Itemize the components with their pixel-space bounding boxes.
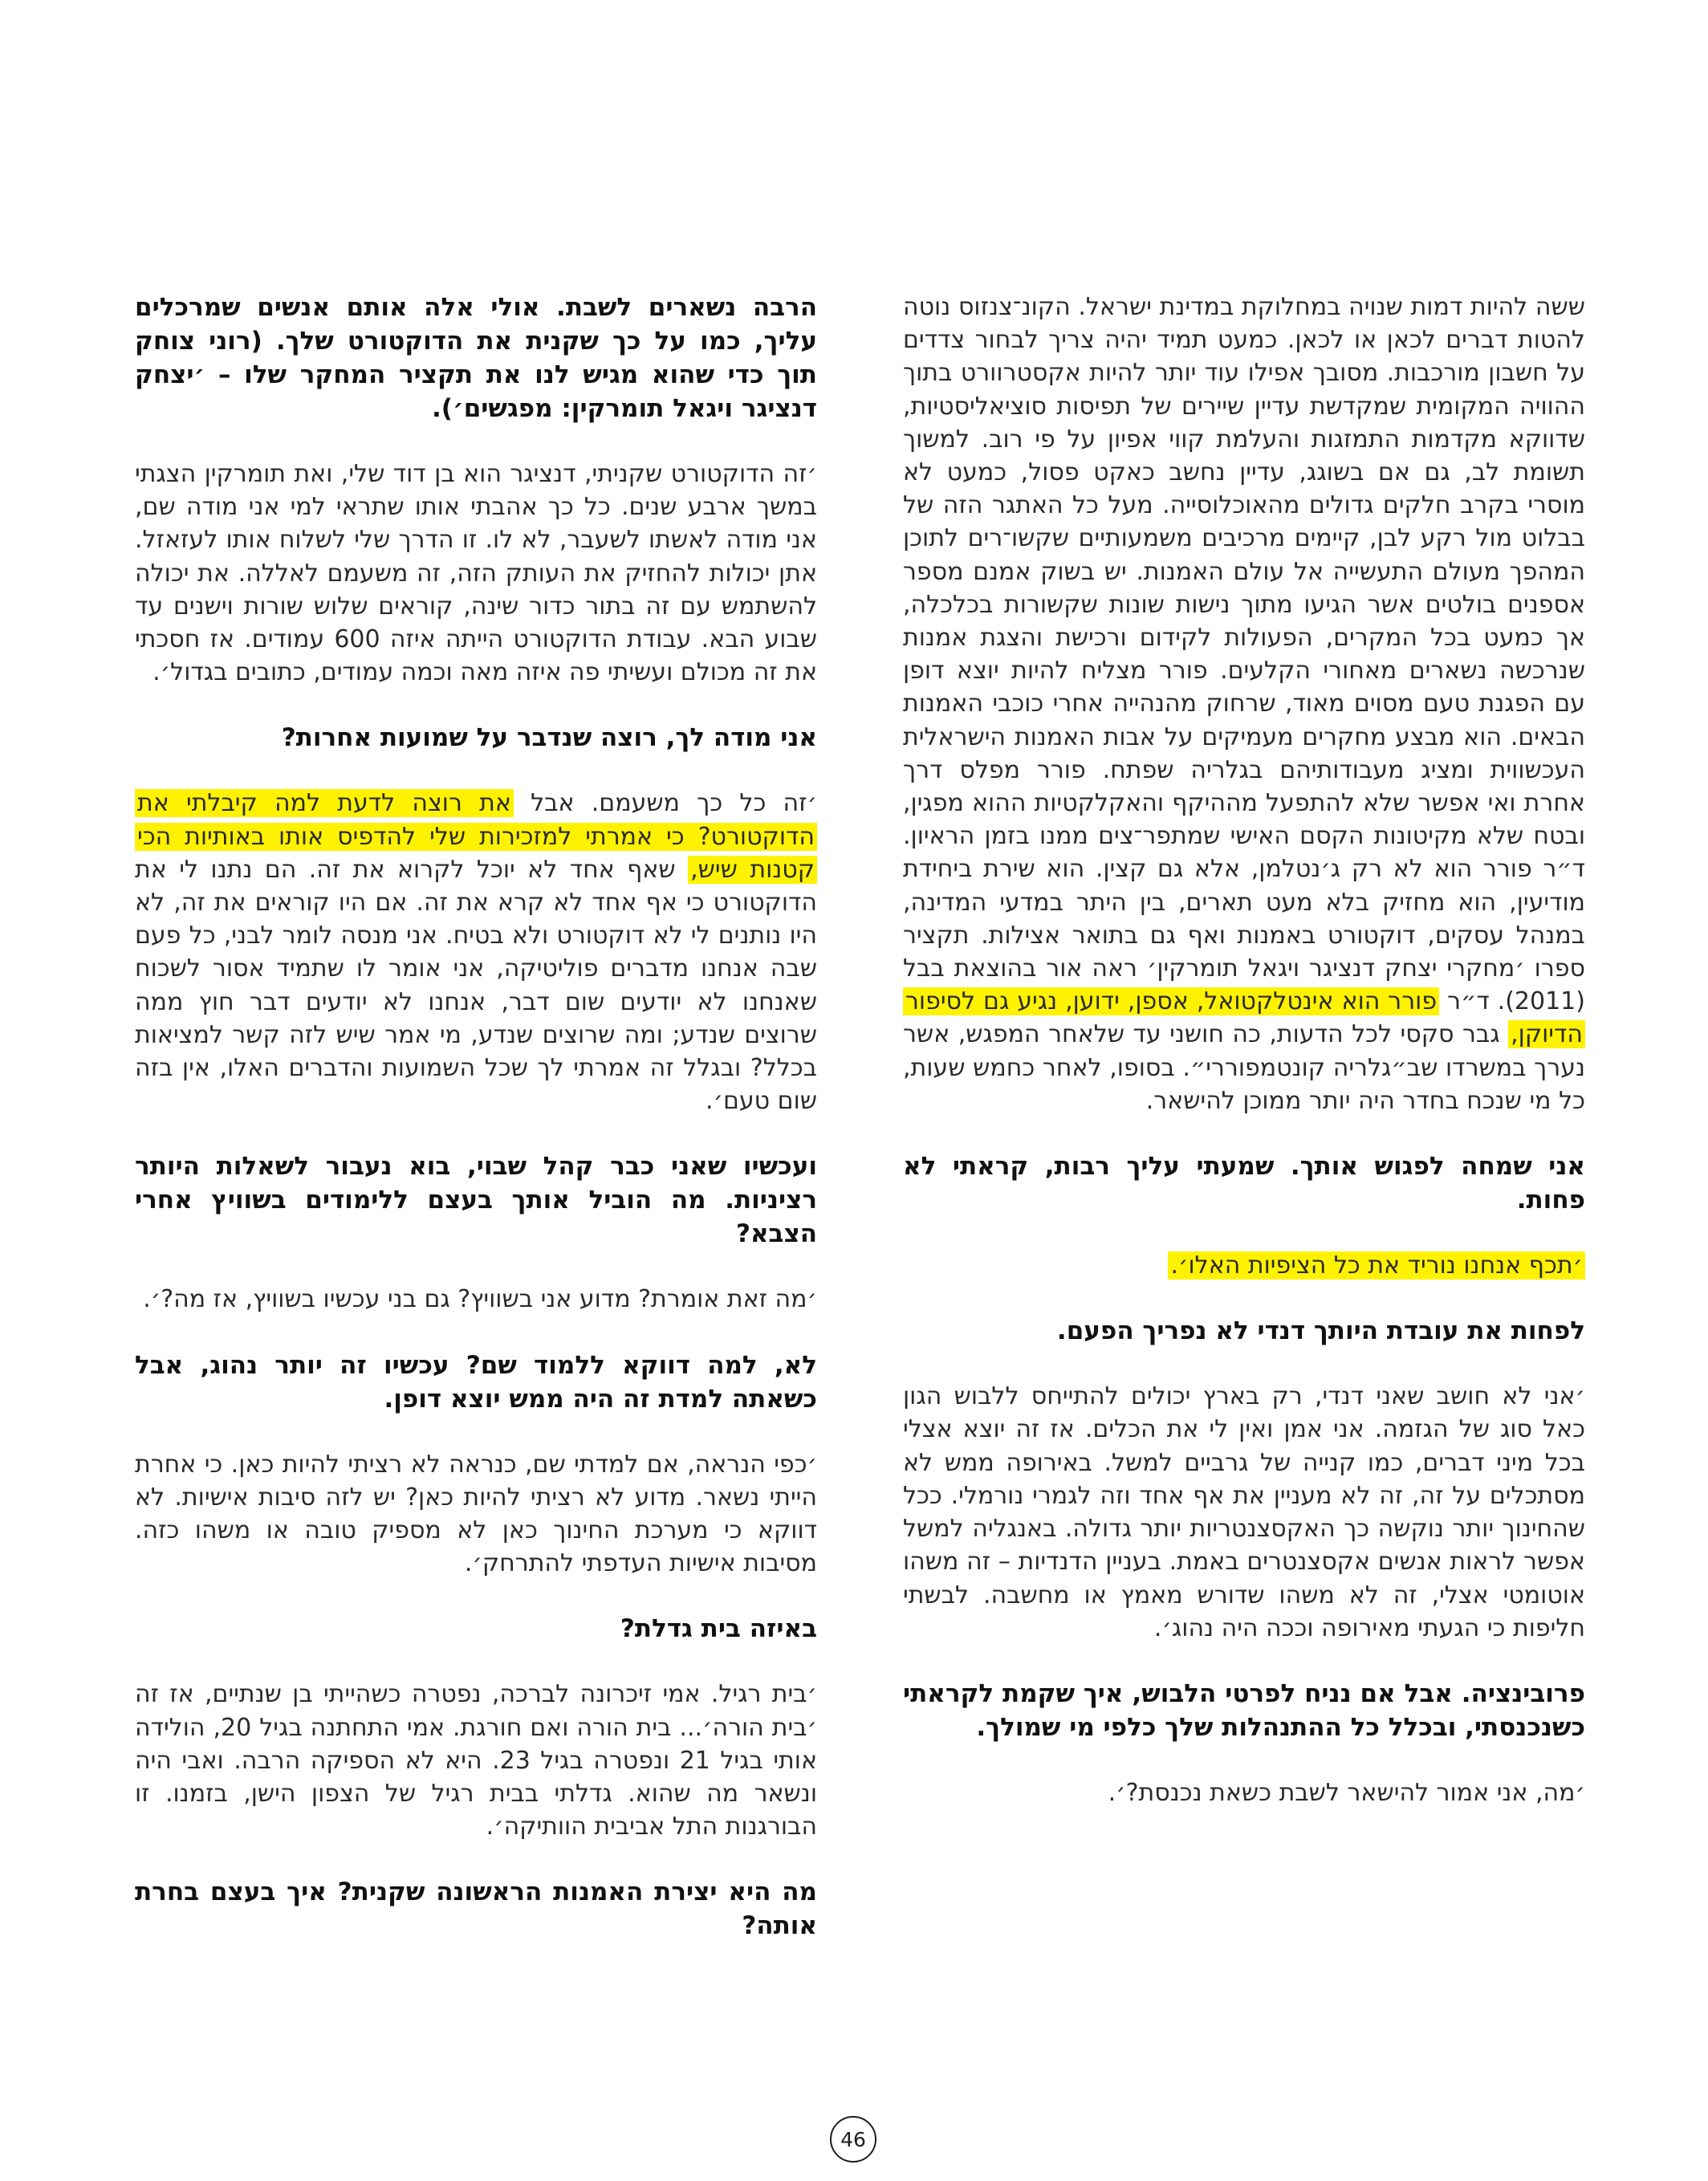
interview-answer: ׳כפי הנראה, אם למדתי שם, כנראה לא רציתי להיות כאן. כי אחרת הייתי נשאר. מדוע לא רציתי להיות כאן? יש לזה סיבות אישיות. לא דווקא כי מערכת החינוך כאן לא מספיק טובה או משהו כזה. מסיבות אישיות העדפתי להתרחק׳. bbox=[135, 1450, 817, 1578]
interview-question: ועכשיו שאני כבר קהל שבוי, בוא נעבור לשאלות היותר רציניות. מה הוביל אותך בעצם ללימודים בשוויץ אחרי הצבא? bbox=[135, 1152, 817, 1249]
interview-question: מה היא יצירת האמנות הראשונה שקנית? איך בעצם בחרת אותה? bbox=[135, 1878, 817, 1941]
answer-text-start: ׳זה כל כך משעמם. אבל bbox=[513, 789, 817, 818]
highlighted-text-forer-intellectual: פורר הוא אינטלקטואל, אספן, ידוען, נגיע גם לסיפור הדיוקן, bbox=[903, 987, 1585, 1048]
page-number-badge bbox=[830, 2116, 876, 2163]
highlighted-text-doctorate: את רוצה לדעת למה קיבלתי את הדוקטורט? כי אמרתי למזכירות שלי להדפיס אותו באותיות הכי קטנות שיש, bbox=[135, 789, 817, 883]
interview-answer: ׳אני לא חושב שאני דנדי, רק בארץ יכולים להתייחס ללבוש הגון כאל סוג של הגזמה. אני אמן ואין לי את הכלים. אז זה יוצא אצלי בכל מיני דברים, כמו קנייה של גרביים למשל. באירופה ממש לא מסתכלים על זה, זה לא מעניין את אף אחד וזה לגמרי נורמלי. ככל שהחינוך יותר נוקשה כך האקסצנטריות יותר גדולה. באנגליה למשל אפשר לראות אנשים אקסצנטרים באמת. בעניין הדנדיות – זה משהו אוטומטי אצלי, זה לא משהו שדורש מאמץ או מחשבה. לבשתי חליפות כי הגעתי מאירופה וככה היה נהוג׳. bbox=[903, 1382, 1585, 1642]
right-column bbox=[903, 291, 1585, 1841]
interview-answer: ׳מה, אני אמור להישאר לשבת כשאת נכנסת?׳. bbox=[1108, 1778, 1585, 1807]
interview-question: אני שמחה לפגוש אותך. שמעתי עליך רבות, קראתי לא פחות. bbox=[903, 1152, 1585, 1215]
interview-question: פרובינציה. אבל אם נניח לפרטי הלבוש, איך שקמת לקראתי כשנכנסתי, ובכלל כל ההתנהלות שלך כלפי מי שמולך. bbox=[903, 1678, 1585, 1742]
interview-question: לא, למה דווקא ללמוד שם? עכשיו זה יותר נהוג, אבל כשאתה למדת זה היה ממש יוצא דופן. bbox=[135, 1350, 817, 1414]
interview-question: אני מודה לך, רוצה שנדבר על שמועות אחרות? bbox=[281, 723, 817, 753]
interview-question: לפחות את עובדת היותך דנדי לא נפריך הפעם. bbox=[1056, 1316, 1585, 1346]
intro-text: ששה להיות דמות שנויה במחלוקת במדינת ישראל. הקונ־צנזוס נוטה להטות דברים לכאן או לכאן. כמעט תמיד יהיה צריך לבחור צדדים על חשבון מורכבות. מסובך אפילו עוד יותר להיות אקסטרוורט בתוך ההוויה המקומית שמקדשת עדיין שיירים של תפיסות סוציאליסטיות, שדווקא מקדמות התמזגות והעלמת קווי אפיון על פי רוב. למשוך תשומת לב, גם אם בשוגג, עדיין נחשב כאקט פסול, כמעט לא מוסרי בקרב חלקים גדולים מהאוכלוסייה. מעל כל האתגר הזה של בבלוט מול רקע לבן, קיימים מרכיבים משמעותיים שקשו־רים לתוכן המהפך מעולם התעשייה אל עולם האמנות. יש בשוק אמנם מספר אספנים בולטים אשר הגיעו מתוך נישות שונות שקשורות בכלכלה, אך כמעט בכל המקרים, הפעולות לקידום ורכישת והצגת אמנות שנרכשה נשארים מאחורי הקלעים. פורר מצליח להיות יוצא דופן עם הפגנת טעם מסוים מאוד, שרחוק מהנהייה אחרי כוכבי האמנות הבאים. הוא מבצע מחקרים מעמיקים על אבות האמנות הישראלית העכשווית ומציג מעבודותיהם בגלריה שפתח. פורר מפלס דרך אחרת ואי אפשר שלא להתפעל מההיקף והאקלקטיות ההוא מפגין, ובטח שלא מקיטונות הקסם האישי שמתפר־צים ממנו בזמן הראיון. ד״ר פורר הוא לא רק ג׳נטלמן, אלא גם קצין. הוא שירת ביחידת מודיעין, הוא מחזיק בלא מעט תארים, בין היתר במדעי המדינה, במנהל עסקים, דוקטורט באמנות ואף גם בתואר אצילות. תקציר ספרו ׳מחקרי יצחק דנציגר ויגאל תומרקין׳ ראה אור בהוצאת בבל (2011). ד״ר bbox=[903, 293, 1585, 1016]
highlighted-answer-expectations: ׳תכף אנחנו נוריד את כל הציפיות האלו׳. bbox=[1168, 1251, 1585, 1280]
intro-text-end: גבר סקסי לכל הדעות, כה חושני עד שלאחר המפגש, אשר נערך במשרדו שב״גלריה קונטמפוררי״. בסופו, לאחר כחמש שעות, כל מי שנכח בחדר היה יותר ממוכן להישאר. bbox=[903, 1020, 1585, 1115]
interview-question: באיזה בית גדלת? bbox=[620, 1614, 817, 1644]
interview-question: הרבה נשארים לשבת. אולי אלה אותם אנשים שמרכלים עליך, כמו על כך שקנית את הדוקטורט שלך. (רוני צוחק תוך כדי שהוא מגיש לנו את תקציר המחקר שלו – ׳יצחק דנציגר ויגאל תומרקין: מפגשים׳). bbox=[135, 293, 817, 423]
interview-answer: ׳בית רגיל. אמי זיכרונה לברכה, נפטרה כשהייתי בן שנתיים, אז זה ׳בית הורה׳... בית הורה ואם חורגת. אמי התחתנה בגיל 20, הולידה אותי בגיל 21 ונפטרה בגיל 23. היא לא הספיקה הרבה. ואבי היה ונשאר מה שהוא. גדלתי בבית רגיל של הצפון הישן, בזמנו. זו הבורגנות התל אביבית הוותיקה׳. bbox=[135, 1680, 817, 1841]
left-column bbox=[135, 291, 817, 1975]
interview-answer bbox=[903, 1249, 1585, 1282]
intro-paragraph bbox=[903, 291, 1585, 1117]
answer-text-end: שאף אחד לא יוכל לקרוא את זה. הם נתנו לי את הדוקטורט כי אף אחד לא קרא את זה. אם היו קוראים את זה, לא היו נותנים לי לא דוקטורט ולא בטיח. אני מנסה לומר לבני, כל פעם שבה אנחנו מדברים פוליטיקה, אני אומר לו שתמיד אסור לשכוח שאנחנו לא יודעים שום דבר, אנחנו לא יודעים דבר חוץ ממה שרוצים שנדע; ומה שרוצים שנדע, מי אמר שיש לזה קשר למציאות בכלל? ובגלל זה אמרתי לך שכל השמועות והדברים האלו, אין בזה שום טעם׳. bbox=[135, 855, 817, 1116]
interview-answer: ׳מה זאת אומרת? מדוע אני בשוויץ? גם בני עכשיו בשוויץ, אז מה?׳. bbox=[143, 1285, 817, 1314]
interview-answer: ׳זה הדוקטורט שקניתי, דנציגר הוא בן דוד שלי, ואת תומרקין הצגתי במשך ארבע שנים. כל כך אהבתי אותו שתראי למי אני מודה שם, אני מודה לאשתו לשעבר, לא לו. זו הדרך שלי לשלוח אותו לעזאזל. אתן יכולות להחזיק את העותק הזה, זה משעמם לאללה. את יכולה להשתמש עם זה בתור כדור שינה, קוראים שלוש שורות וישנים עד שבוע הבא. עבודת הדוקטורט הייתה איזה 600 עמודים. אז חסכתי את זה מכולם ועשיתי פה איזה מאה וכמה עמודים, כתובים בגדול׳. bbox=[135, 460, 817, 687]
interview-answer bbox=[135, 787, 817, 1117]
page-number: 46 bbox=[840, 2127, 866, 2151]
